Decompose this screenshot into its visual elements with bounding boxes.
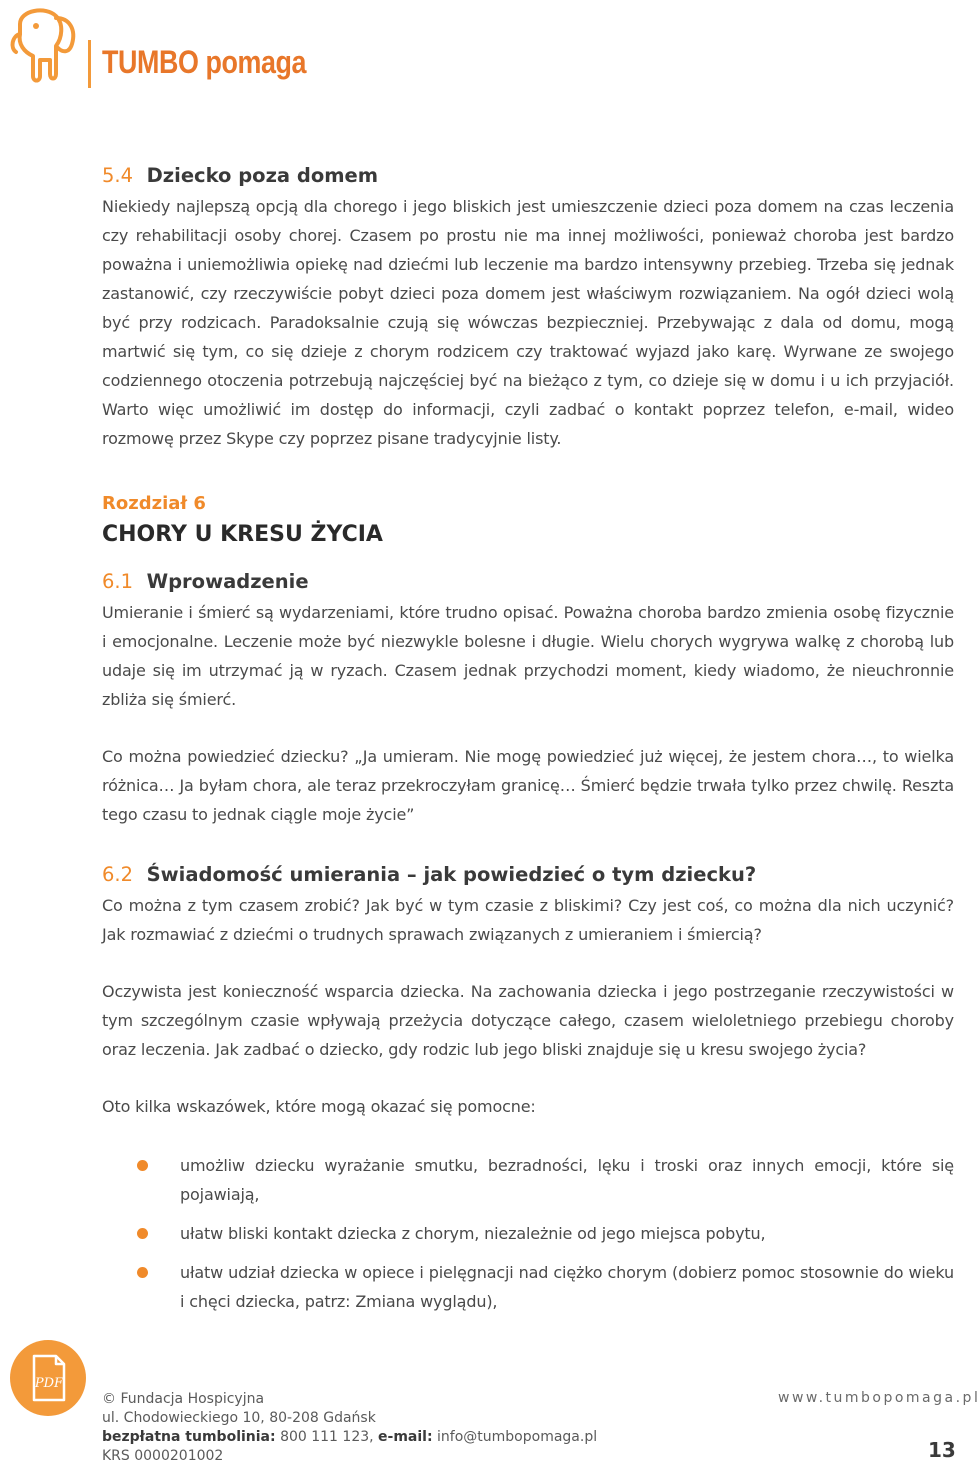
hotline-label: bezpłatna tumbolinia: (102, 1429, 276, 1445)
section-number: 6.1 (102, 570, 134, 593)
section-title: Świadomość umierania – jak powiedzieć o tym dziecku? (146, 863, 757, 886)
paragraph: Co można powiedzieć dziecku? „Ja umieram. Nie mogę powiedzieć już więcej, że jestem chora…, to wielka różnica… Ja byłam chora, ale teraz przekroczyłam granicę… Śmierć będzie trwała tylko przez chwilę. Reszta tego czasu to jednak ciągle moje życie” (102, 747, 954, 824)
elephant-icon (6, 4, 80, 86)
page-number: 13 (928, 1438, 956, 1462)
section-number: 5.4 (102, 164, 134, 187)
logo-text: TUMBO pomaga (102, 44, 307, 80)
pdf-icon (8, 1338, 88, 1418)
list-item-text: umożliw dziecku wyrażanie smutku, bezradności, lęku i troski oraz innych emocji, które się pojawiają, (180, 1156, 954, 1204)
email-label: e-mail: (378, 1429, 433, 1445)
bullet-dot (137, 1160, 148, 1171)
footer-contact (102, 1428, 597, 1447)
list-item (0, 1151, 954, 1209)
section-title: Dziecko poza domem (146, 164, 379, 187)
paragraph: Niekiedy najlepszą opcją dla chorego i jego bliskich jest umieszczenie dzieci poza domem na czas leczenia czy rehabilitacji osoby chorej. Czasem po prostu nie ma innej możliwości, ponieważ choroba jest bardzo poważna i uniemożliwia opiekę nad dziećmi lub leczenie ma bardzo intensywny przebieg. Trzeba się jednak zastanowić, czy rzeczywiście pobyt dzieci poza domem jest właściwym rozwiązaniem. Na ogół dzieci wolą być przy rodzicach. Paradoksalnie czują się wówczas bezpieczniej. Przebywając z dala od domu, mogą martwić się tym, co się dzieje z chorym rodzicem czy traktować wyjazd jako karę. Wyrwane ze swojego codziennego otoczenia potrzebują najczęściej być na bieżąco z tym, co dzieje się w domu i u ich przyjaciół. Warto więc umożliwić im dostęp do informacji, czyli zadbać o kontakt poprzez telefon, e-mail, wideo rozmowę przez Skype czy poprzez pisane tradycyjnie listy. (102, 197, 954, 448)
list-item (0, 1258, 954, 1316)
paragraph: Co można z tym czasem zrobić? Jak być w tym czasie z bliskimi? Czy jest coś, co można dla nich uczynić? Jak rozmawiać z dziećmi o trudnych sprawach związanych z umieraniem i śmiercią? (102, 896, 954, 944)
footer-address: ul. Chodowieckiego 10, 80-208 Gdańsk (102, 1410, 376, 1426)
email-link[interactable]: info@tumbopomaga.pl (437, 1429, 598, 1445)
chapter-title: CHORY U KRESU ŻYCIA (102, 522, 383, 547)
footer-krs: KRS 0000201002 (102, 1448, 224, 1464)
logo-separator (88, 40, 91, 88)
section-heading-6-2 (102, 859, 954, 891)
section-title: Wprowadzenie (146, 570, 309, 593)
section-heading-5-4 (102, 160, 954, 192)
page-content (102, 160, 954, 1316)
footer-org: © Fundacja Hospicyjna (102, 1391, 265, 1407)
section-number: 6.2 (102, 863, 134, 886)
pdf-label: PDF (34, 1376, 64, 1391)
bullet-dot (137, 1228, 148, 1239)
website-link[interactable]: www.tumbopomaga.pl (778, 1390, 980, 1406)
section-heading-6-1 (102, 566, 954, 598)
list-item-text: ułatw udział dziecka w opiece i pielęgnacji nad ciężko chorym (dobierz pomoc stosownie do wieku i chęci dziecka, patrz: Zmiana wyglądu), (180, 1263, 954, 1311)
paragraph: Oto kilka wskazówek, które mogą okazać się pomocne: (102, 1097, 536, 1116)
paragraph: Umieranie i śmierć są wydarzeniami, które trudno opisać. Poważna choroba bardzo zmienia osobę fizycznie i emocjonalne. Leczenie może być niezwykle bolesne i długie. Wielu chorych wygrywa walkę z chorobą lub udaje się im utrzymać ją w ryzach. Czasem jednak przychodzi moment, kiedy wiadomo, że nieuchronnie zbliża się śmierć. (102, 603, 954, 709)
list-item-text: ułatw bliski kontakt dziecka z chorym, niezależnie od jego miejsca pobytu, (180, 1224, 766, 1243)
tips-list (0, 1151, 954, 1316)
footer-info (102, 1390, 597, 1466)
chapter-label: Rozdział 6 (102, 493, 206, 514)
bullet-dot (137, 1267, 148, 1278)
list-item (0, 1219, 954, 1248)
paragraph: Oczywista jest konieczność wsparcia dziecka. Na zachowania dziecka i jego postrzeganie rzeczywistości w tym szczególnym czasie wpływają przeżycia dotyczące całego, czasem wieloletniego przebiegu choroby oraz leczenia. Jak zadbać o dziecko, gdy rodzic lub jego bliski znajduje się u kresu swojego życia? (102, 982, 954, 1059)
hotline-value: 800 111 123, (280, 1429, 374, 1445)
